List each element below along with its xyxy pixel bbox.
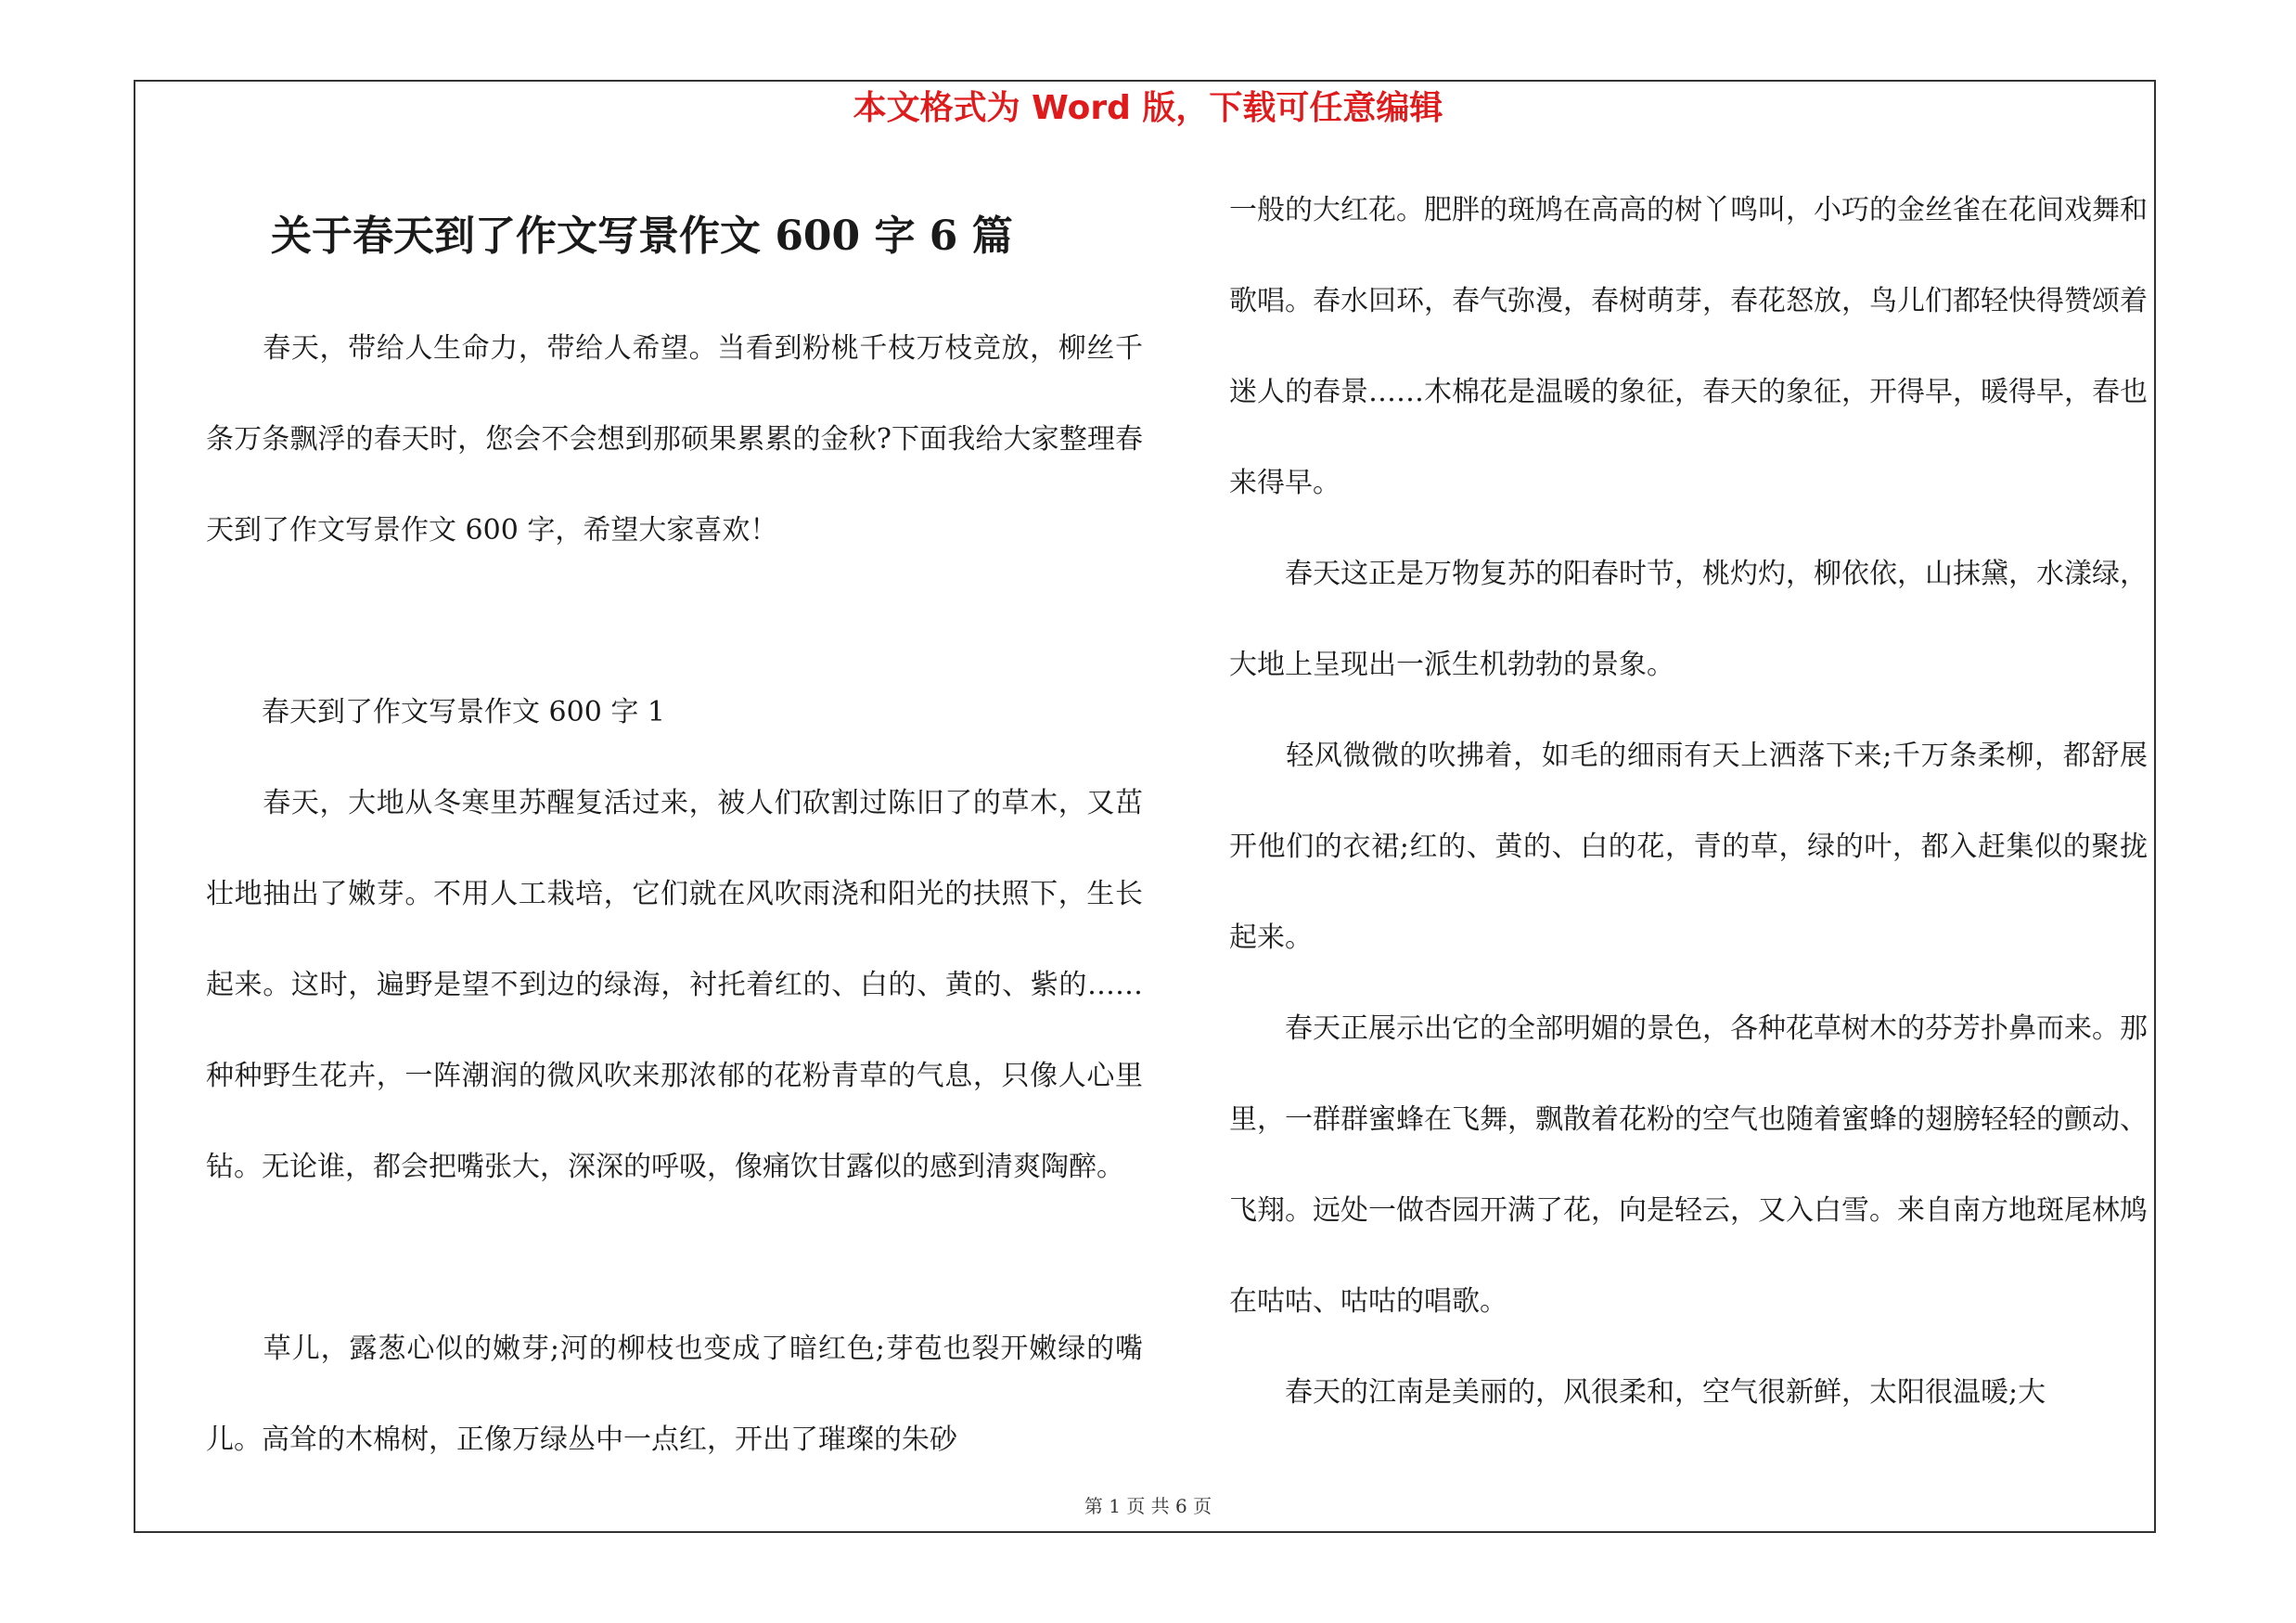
body-paragraph: 春天的江南是美丽的，风很柔和，空气很新鲜，太阳很温暖;大: [1229, 1376, 2046, 1409]
body-paragraph: 草儿，露葱心似的嫩芽;河的柳枝也变成了暗红色;芽苞也裂开嫩绿的嘴儿。高耸的木棉树，正像万绿丛中一点红，开出了璀璨的朱砂: [206, 1333, 1143, 1456]
body-paragraph: 轻风微微的吹拂着，如毛的细雨有天上洒落下来;千万条柔柳，都舒展开他们的衣裙;红的、黄的、白的花，青的草，绿的叶，都入赶集似的聚拢起来。: [1229, 740, 2148, 954]
body-paragraph: 春天，大地从冬寒里苏醒复活过来，被人们砍割过陈旧了的草木，又茁壮地抽出了嫩芽。不用人工栽培，它们就在风吹雨浇和阳光的扶照下，生长起来。这时，遍野是望不到边的绿海，衬托着红的、白的、黄的、紫的……种种野生花卉，一阵潮润的微风吹来那浓郁的花粉青草的气息，只像人心里钻。无论谁，都会把嘴张大，深深的呼吸，像痛饮甘露似的感到清爽陶醉。: [206, 787, 1143, 1183]
body-paragraph: 春天正展示出它的全部明媚的景色，各种花草树木的芬芳扑鼻而来。那里，一群群蜜蜂在飞舞，飘散着花粉的空气也随着蜜蜂的翅膀轻轻的颤动、飞翔。远处一做杏园开满了花，向是轻云，又入白雪。来自南方地斑尾林鸠在咕咕、咕咕的唱歌。: [1229, 1012, 2148, 1318]
body-paragraph: 一般的大红花。肥胖的斑鸠在高高的树丫鸣叫，小巧的金丝雀在花间戏舞和歌唱。春水回环，春气弥漫，春树萌芽，春花怒放，鸟儿们都轻快得赞颂着迷人的春景……木棉花是温暖的象征，春天的象征，开得早，暖得早，春也来得早。: [1229, 194, 2148, 499]
word-format-banner: 本文格式为 Word 版，下载可任意编辑: [853, 89, 1443, 127]
body-paragraph: 春天这正是万物复苏的阳春时节，桃灼灼，柳依依，山抹黛，水漾绿，大地上呈现出一派生机勃勃的景象。: [1229, 558, 2148, 681]
document-title: 关于春天到了作文写景作文 600 字 6 篇: [271, 213, 1013, 260]
section-heading: 春天到了作文写景作文 600 字 1: [206, 696, 665, 728]
page-number: 第 1 页 共 6 页: [1084, 1495, 1212, 1517]
intro-paragraph: 春天，带给人生命力，带给人希望。当看到粉桃千枝万枝竞放，柳丝千条万条飘浮的春天时，您会不会想到那硕果累累的金秋?下面我给大家整理春天到了作文写景作文 600 字，希望大家喜欢！: [206, 332, 1143, 547]
